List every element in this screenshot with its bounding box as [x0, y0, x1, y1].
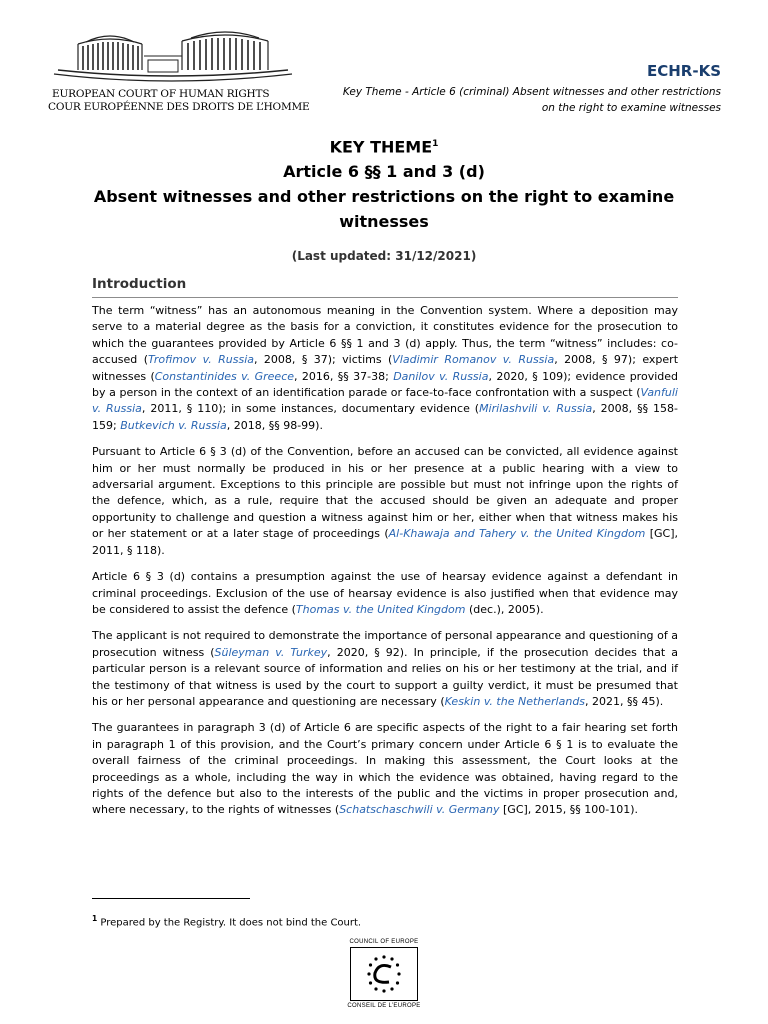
case-link[interactable]: Vanfuli v. Russia: [92, 386, 678, 416]
paragraph-text: The guarantees in paragraph 3 (d) of Article 6 are specific aspects of the right to a fair hearing set forth in paragraph 1 of this provision, and the Court’s primary concern under Article 6 § 1 is to evaluate the overall fairness of the criminal proceedings. In making this assessment, the Court looks at the proceedings as a whole, including the way in which the evidence was obtained, having regard to the rights of the defence but also to the interests of the public and the victims in proper prosecution and, where necessary, to the rights of witnesses (: [92, 721, 678, 817]
paragraph-text: , 2011, § 110); in some instances, documentary evidence (: [141, 402, 480, 416]
case-link[interactable]: Süleyman v. Turkey: [214, 645, 328, 659]
key-theme-text: KEY THEME: [329, 137, 433, 157]
case-link[interactable]: Schatschaschwili v. Germany: [339, 803, 500, 817]
key-theme-heading: [90, 132, 678, 159]
paragraph-text: , 2021, §§ 45).: [585, 694, 664, 708]
paragraph: [92, 569, 678, 618]
case-link[interactable]: Keskin v. the Netherlands: [444, 694, 586, 708]
paragraph-text: [GC], 2011, § 118).: [92, 527, 679, 557]
case-link[interactable]: Al-Khawaja and Tahery v. the United Kingdom: [388, 527, 646, 541]
case-link[interactable]: Danilov v. Russia: [393, 369, 489, 383]
paragraph-text: , 2008, § 97); expert witnesses (: [92, 353, 679, 383]
paragraph-text: [GC], 2015, §§ 100-101).: [499, 803, 639, 817]
paragraph-text: , 2008, § 37); victims (: [254, 353, 393, 367]
section-title: Introduction: [92, 276, 678, 298]
paragraph-text: , 2008, §§ 158-159;: [92, 402, 678, 432]
paragraph-text: , 2016, §§ 37-38;: [294, 369, 394, 383]
case-link[interactable]: Vladimir Romanov v. Russia: [392, 353, 555, 367]
paragraph-text: , 2018, §§ 98-99).: [226, 418, 323, 432]
body-text: [92, 303, 678, 829]
last-updated: (Last updated: 31/12/2021): [291, 249, 477, 264]
paragraph: [92, 303, 678, 434]
case-link[interactable]: Trofimov v. Russia: [148, 353, 254, 367]
court-logo: [48, 26, 310, 114]
case-link[interactable]: Thomas v. the United Kingdom: [295, 602, 466, 616]
case-link[interactable]: Constantinides v. Greece: [154, 369, 295, 383]
theme-heading: Absent witnesses and other restrictions on the right to examine witnesses: [93, 187, 675, 232]
paragraph-text: (dec.), 2005).: [465, 602, 544, 616]
footnote: [92, 914, 361, 928]
paragraph-text: The applicant is not required to demonstrate the importance of personal appearance and questioning of a prosecution witness (: [92, 629, 678, 659]
paragraph-text: Pursuant to Article 6 § 3 (d) of the Convention, before an accused can be convicted, all evidence against him or her must normally be produced in his or her presence at a public hearing with a view to adversarial argument. Exceptions to this principle are possible but must not infringe upon the rights of the defence, which, as a rule, require that the accused should be given an adequate and proper opportunity to challenge and question a witness against him or her, either when that witness makes his or her statement or at a later stage of proceedings (: [92, 445, 678, 541]
footnote-marker: 1: [92, 914, 98, 923]
court-name-en: EUROPEAN COURT OF HUMAN RIGHTS: [52, 88, 270, 100]
footnote-ref[interactable]: 1: [432, 139, 439, 149]
header-subtitle-line-2: on the right to examine witnesses: [541, 102, 721, 114]
title-block: [90, 132, 678, 263]
paragraph-text: , 2020, § 109); evidence provided by a person in the context of an identification parade or face-to-face confrontation with a suspect (: [92, 369, 678, 400]
coe-emblem-icon: [350, 947, 418, 1001]
section-introduction: [92, 276, 678, 298]
court-name-fr: COUR EUROPÉENNE DES DROITS DE L’HOMME: [48, 101, 310, 113]
header-subtitle-line-1: Key Theme - Article 6 (criminal) Absent witnesses and other restrictions: [342, 86, 721, 98]
court-building-icon: [48, 26, 293, 88]
case-link[interactable]: Butkevich v. Russia: [120, 418, 227, 432]
paragraph: [92, 444, 678, 559]
paragraph-text: Article 6 § 3 (d) contains a presumption against the use of hearsay evidence against a defendant in criminal proceedings. Exclusion of the use of hearsay evidence is also justified when that evidence may be considered to assist the defence (: [92, 570, 678, 616]
brand-label: ECHR-KS: [646, 62, 721, 80]
paragraph: [92, 720, 678, 818]
paragraph-text: , 2020, § 92). In principle, if the prosecution decides that a particular person is a relevant source of information and relies on his or her testimony at the trial, and if the testimony of that witness is used by the court to support a guilty verdict, it must be presumed that his or her personal appearance and questioning are necessary (: [92, 645, 678, 708]
running-header: [343, 64, 721, 116]
article-heading: Article 6 §§ 1 and 3 (d): [283, 162, 485, 182]
council-of-europe-logo: [340, 939, 428, 1015]
coe-logo-bottom-text: CONSEIL DE L’EUROPE: [347, 1003, 421, 1009]
footnote-text: Prepared by the Registry. It does not bind the Court.: [100, 917, 362, 929]
paragraph: [92, 628, 678, 710]
case-link[interactable]: Mirilashvili v. Russia: [479, 402, 593, 416]
footnote-divider: [92, 898, 250, 899]
coe-logo-top-text: COUNCIL OF EUROPE: [349, 939, 419, 945]
paragraph-text: The term “witness” has an autonomous meaning in the Convention system. Where a deposition may serve to a material degree as the basis for a conviction, it constitutes evidence for the prosecution to which the guarantees provided by Article 6 §§ 1 and 3 (d) apply. Thus, the term “witness” includes: co-accused (: [92, 304, 678, 367]
